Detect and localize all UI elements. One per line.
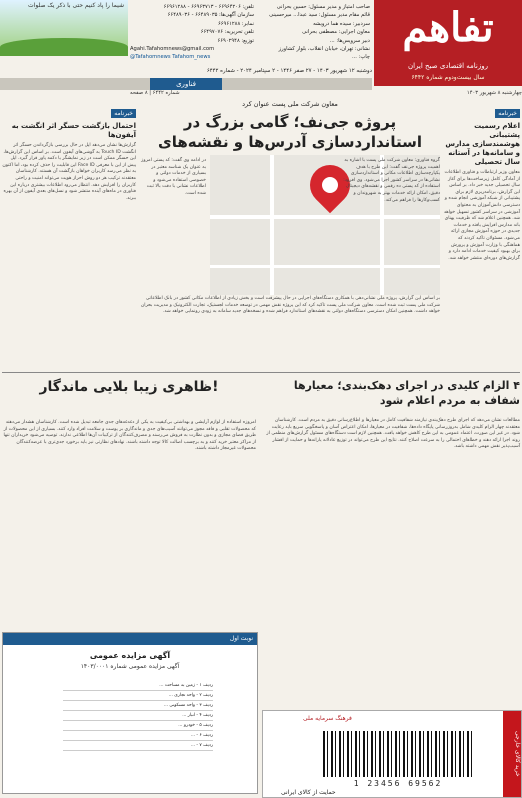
notice-row: ردیف ۷ - ... bbox=[63, 743, 213, 751]
left-column bbox=[2, 100, 136, 202]
contact-line: تلفن: ۶۶۹۶۴۲۰۶ - ۶۶۹۶۳۷۱۳ - ۶۶۹۶۱۲۸۸ bbox=[163, 4, 254, 10]
staff-line: دبیر سرویس‌ها: ... bbox=[329, 37, 370, 44]
right-column bbox=[442, 100, 520, 262]
masthead bbox=[374, 0, 522, 86]
main-headline: پروژه جی‌نف؛ گامی بزرگ در استانداردسازی آدرس‌ها و نقشه‌های bbox=[158, 113, 422, 151]
staff-line: چاپ: ... bbox=[351, 54, 370, 61]
left-tag: خبرنامه bbox=[111, 109, 136, 118]
date-right: چهارشنبه ۸ شهریور ۱۴۰۳ bbox=[466, 90, 522, 96]
section-label: فناوری bbox=[150, 78, 222, 90]
bottom-center-body: امروزه استفاده از لوازم آرایشی و بهداشتی بی‌کیفیت به یکی از دغدغه‌های جدی جامعه تبدیل شده است. کارشناسان هشدار می‌دهند که محصولات تقلبی و فاقد مجوز می‌توانند آسیب‌های جدی و ماندگاری بر پوست و سلامت افراد وارد کنند. بسیاری از این محصولات از طریق فضای مجازی و بدون نظارت به فروش می‌رسند و مصرف‌کنندگان از ترکیبات آن‌ها اطلاعی ندارند. توصیه می‌شود خریداران تنها از مراکز معتبر خرید کنند و به برچسب اصالت کالا توجه داشته باشند. نهادهای نظارتی نیز باید برخورد جدی‌تری با عرضه‌کنندگان محصولات غیرمجاز داشته باشند. bbox=[3, 420, 256, 452]
notice-row: ردیف ۴ - انبار ... bbox=[63, 713, 213, 721]
road bbox=[210, 265, 440, 268]
main-side-text: در ادامه وی گفت: کد پستی امروز به عنوان یک شناسه معتبر در بسیاری از خدمات دولتی و خصوصی استفاده می‌شود و اطلاعات نشانی با دقت بالا ثبت شده است. bbox=[141, 158, 206, 196]
section-bar bbox=[0, 78, 372, 90]
bottom-right-headline: ۴ الزام کلیدی در اجرای دهک‌بندی؛ معیارها شفاف به مردم اعلام شود bbox=[293, 379, 520, 407]
main-col-text: گروه فناوری: معاون شرکت ملی پست با اشاره به اهمیت پروژه جی‌نف گفت: این طرح با هدف یکپارچه‌سازی اطلاعات مکانی و استانداردسازی نشانی‌ها در سراسر کشور اجرا می‌شود. وی افزود: استفاده از کد پستی ده رقمی و نقشه‌های دیجیتال دقیق، امکان ارائه خدمات بهتر به شهروندان و کسب‌وکارها را فراهم می‌کند. bbox=[343, 158, 440, 203]
banner-ad-hill bbox=[0, 38, 128, 56]
bottom-right-body: مطالعات نشان می‌دهد که اجرای طرح دهک‌بندی نیازمند شفافیت کامل در معیارها و اطلاع‌رسانی دقیق به مردم است. کارشناسان معتقدند چهار الزام کلیدی شامل به‌روزرسانی پایگاه داده‌ها، شفافیت در معیارها، امکان اعتراض آسان و پاسخگویی سریع باید رعایت شود. در غیر این صورت، اعتماد عمومی به این طرح کاهش خواهد یافت. همچنین لازم است دستگاه‌های مسئول گزارش‌های منظمی از روند اجرا ارائه دهند و خطاهای احتمالی را به سرعت اصلاح کنند. نتایج این طرح می‌تواند در توزیع عادلانه یارانه‌ها و حمایت از اقشار آسیب‌پذیر نقش مهمی داشته باشد. bbox=[266, 418, 520, 450]
date-left: شماره ۶۴۴۲ | ۸ صفحه bbox=[130, 90, 180, 96]
notice-row: ردیف ۵ - خودرو ... bbox=[63, 723, 213, 731]
logo: تفاهم bbox=[402, 4, 494, 51]
right-tag: خبرنامه bbox=[495, 109, 520, 118]
road bbox=[210, 215, 440, 219]
road bbox=[270, 155, 274, 295]
contact-line: سازمان آگهی‌ها: ۶۶۴۸۹۰۳۵ - ۶۶۴۸۹۰۳۶ bbox=[167, 12, 254, 19]
notice-row: ردیف ۳ - واحد مسکونی ... bbox=[63, 703, 213, 711]
barcode-number: 1 23456 69562 bbox=[353, 779, 443, 788]
right-body: معاون وزیر ارتباطات و فناوری اطلاعات از آمادگی کامل زیرساخت‌ها برای آغاز سال تحصیلی جدید خبر داد. بر اساس این گزارش، برنامه‌ریزی لازم برای پشتیبانی از شبکه آموزشی انجام شده و دسترسی دانش‌آموزان به محتوای آموزشی در سراسر کشور تسهیل خواهد شد. همچنین اعلام شد که ظرفیت پهنای باند مدارس افزایش یافته و خدمات جدیدی در حوزه آموزش مجازی ارائه می‌شود. مسئولان تاکید کردند که هماهنگی با وزارت آموزش و پرورش برای بهبود کیفیت خدمات ادامه دارد و گزارش‌های دوره‌ای منتشر خواهد شد. bbox=[443, 170, 520, 261]
staff-line: معاون اجرایی: مصطفی بحرانی bbox=[302, 29, 370, 36]
banner-ad[interactable] bbox=[0, 0, 128, 56]
right-title: اعلام رسمیت پشتیبانی هوشمندسازی مدارس و سامانه‌ها در آستانه سال تحصیلی bbox=[445, 122, 520, 166]
social-handles[interactable]: @Tafahomnews Tafahom_news bbox=[130, 54, 211, 61]
dateline: دوشنبه ۱۲ شهریور ۱۴۰۳ - ۲۷ صفر ۱۴۴۶ - ۲ سپتامبر ۲۰۲۴ - شماره ۶۴۴۲ bbox=[206, 68, 372, 74]
email[interactable]: Agahi.Tafahomnews@gmail.com bbox=[130, 46, 215, 53]
ad-title: فرهنگ سرمایه ملی bbox=[303, 715, 352, 722]
barcode-icon bbox=[323, 731, 473, 777]
ad-side-label: خرید کالای خارجی bbox=[503, 711, 521, 797]
contacts-box bbox=[130, 3, 254, 62]
contact-line: تلفن تحریریه: ۶۶۴۹۷۰۷۶ bbox=[200, 29, 254, 36]
notice-row: ردیف ۲ - واحد تجاری ... bbox=[63, 693, 213, 701]
issue-info: سال بیست‌ودوم شماره ۶۴۴۲ bbox=[411, 74, 485, 81]
left-title: احتمال بازگشت حسگر اثر انگشت به آیفون‌ها bbox=[11, 122, 136, 139]
logo-subtitle: روزنامه اقتصادی صبح ایران bbox=[407, 62, 489, 70]
staff-line: سردبیر: سیده هما درویشه bbox=[313, 20, 370, 27]
staff-line: نشانی: تهران، خیابان انقلاب، بلوار کشاورز bbox=[278, 46, 370, 53]
auction-notice bbox=[2, 632, 258, 794]
main-lower-text: بر اساس این گزارش، پروژه ملی نشانی‌دهی با همکاری دستگاه‌های اجرایی در حال پیشرفت است و بخش زیادی از اطلاعات مکانی کشور در بانک اطلاعاتی شرکت ملی پست ثبت شده است. معاون شرکت ملی پست تاکید کرد که این پروژه نقش مهمی در توسعه خدمات لجستیک، تجارت الکترونیک و مدیریت بحران خواهد داشت. همچنین امکان دسترسی دستگاه‌های دولتی به نقشه‌های استاندارد فراهم شده و نسخه‌های جدید سامانه به زودی رونمایی خواهد شد. bbox=[140, 296, 440, 315]
left-body: گزارش‌ها نشان می‌دهد اپل در حال بررسی بازگرداندن حسگر اثر انگشت Touch ID به گوشی‌های آیفون است. بر اساس این گزارش‌ها، این حسگر ممکن است در زیر نمایشگر یا دکمه پاور قرار گیرد. اپل پیش از این با معرفی Face ID این قابلیت را حذف کرده بود، اما اکنون به نظر می‌رسد کاربران خواهان بازگشت آن هستند. کارشناسان معتقدند ترکیب هر دو روش احراز هویت می‌تواند امنیت و راحتی کاربران را افزایش دهد. انتظار می‌رود اطلاعات بیشتری درباره این فناوری در ماه‌های آینده منتشر شود و نسل‌های بعدی آیفون از آن بهره ببرند. bbox=[2, 143, 136, 201]
notice-head: نوبت اول bbox=[3, 633, 257, 645]
notice-row: ردیف ۱ - زمین به مساحت ... bbox=[63, 683, 213, 691]
location-pin-dot bbox=[322, 177, 338, 193]
staff-line: صاحب امتیاز و مدیر مسئول: حسین بحرانی bbox=[276, 4, 370, 10]
staff-line: قائم مقام مدیر مسئول: سید عبدا... میرحسینی bbox=[269, 12, 370, 19]
staff-box bbox=[258, 3, 370, 62]
contact-line: نمابر: ۶۶۹۶۱۲۸۸ bbox=[217, 20, 254, 27]
ad-footer: حمایت از کالای ایرانی bbox=[281, 789, 336, 796]
notice-row: ردیف ۶ - ... bbox=[63, 733, 213, 741]
main-kicker: معاون شرکت ملی پست عنوان کرد bbox=[242, 100, 338, 108]
divider bbox=[2, 372, 520, 373]
notice-title: آگهی مزایده عمومی bbox=[89, 651, 171, 660]
banner-ad-text: شیما را پاد کنیم حتی با ذکر یک صلوات bbox=[28, 2, 124, 9]
barcode-ad[interactable] bbox=[262, 710, 522, 798]
bottom-center-headline: ظاهری زیبا بلایی ماندگار! bbox=[39, 379, 219, 395]
contact-line: توزیع: ۶۶۹۰۲۹۴۸ bbox=[217, 37, 254, 44]
notice-subtitle: آگهی مزایده عمومی شماره ۱۴۰۳/۰۰۰۱ bbox=[80, 663, 180, 670]
